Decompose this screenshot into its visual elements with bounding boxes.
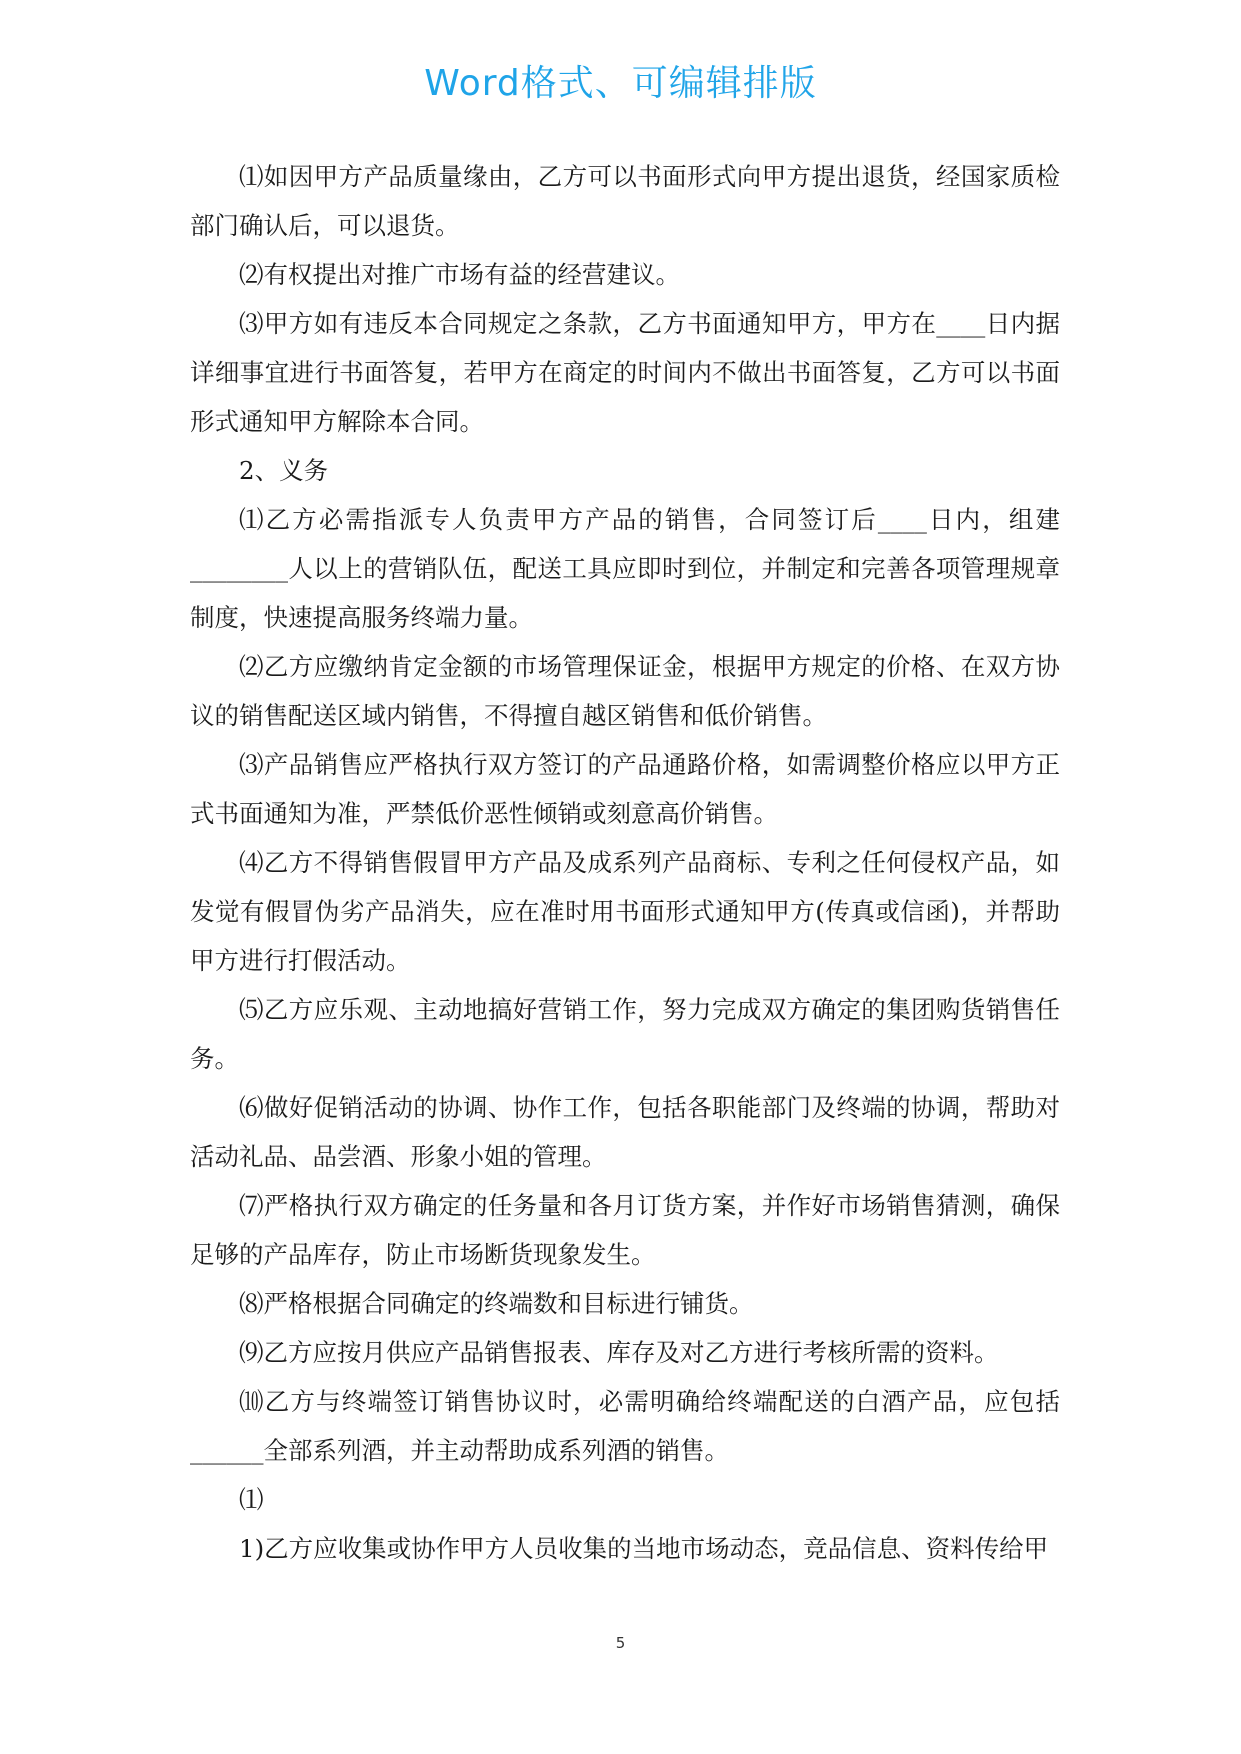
paragraph: ⑸乙方应乐观、主动地搞好营销工作，努力完成双方确定的集团购货销售任务。 <box>190 995 1060 1073</box>
paragraph: ⑹做好促销活动的协调、协作工作，包括各职能部门及终端的协调，帮助对活动礼品、品尝酒、形象小姐的管理。 <box>190 1093 1060 1171</box>
header-title: Word格式、可编辑排版 <box>424 63 817 104</box>
document-body <box>190 152 1060 1573</box>
paragraph: 1)乙方应收集或协作甲方人员收集的当地市场动态，竞品信息、资料传给甲 <box>239 1534 1049 1563</box>
paragraph: ⑴ <box>239 1485 264 1514</box>
paragraph: ⑴如因甲方产品质量缘由，乙方可以书面形式向甲方提出退货，经国家质检部门确认后，可以退货。 <box>190 162 1060 240</box>
page-number: 5 <box>615 1634 626 1652</box>
paragraph: ⑵有权提出对推广市场有益的经营建议。 <box>239 260 680 289</box>
paragraph: ⑴乙方必需指派专人负责甲方产品的销售，合同签订后____日内，组建________人以上的营销队伍，配送工具应即时到位，并制定和完善各项管理规章制度，快速提高服务终端力量。 <box>190 505 1060 632</box>
paragraph: ⑽乙方与终端签订销售协议时，必需明确给终端配送的白酒产品，应包括______全部系列酒，并主动帮助成系列酒的销售。 <box>190 1387 1060 1465</box>
section-heading: 2、义务 <box>239 456 329 485</box>
paragraph: ⑷乙方不得销售假冒甲方产品及成系列产品商标、专利之任何侵权产品，如发觉有假冒伪劣产品消失，应在准时用书面形式通知甲方(传真或信函)，并帮助甲方进行打假活动。 <box>190 848 1060 975</box>
paragraph: ⑼乙方应按月供应产品销售报表、库存及对乙方进行考核所需的资料。 <box>239 1338 999 1367</box>
paragraph: ⑺严格执行双方确定的任务量和各月订货方案，并作好市场销售猜测，确保足够的产品库存，防止市场断货现象发生。 <box>190 1191 1060 1269</box>
paragraph: ⑻严格根据合同确定的终端数和目标进行铺货。 <box>239 1289 754 1318</box>
paragraph: ⑵乙方应缴纳肯定金额的市场管理保证金，根据甲方规定的价格、在双方协议的销售配送区域内销售，不得擅自越区销售和低价销售。 <box>190 652 1060 730</box>
paragraph: ⑶产品销售应严格执行双方签订的产品通路价格，如需调整价格应以甲方正式书面通知为准，严禁低价恶性倾销或刻意高价销售。 <box>190 750 1060 828</box>
paragraph: ⑶甲方如有违反本合同规定之条款，乙方书面通知甲方，甲方在____日内据详细事宜进行书面答复，若甲方在商定的时间内不做出书面答复，乙方可以书面形式通知甲方解除本合同。 <box>190 309 1060 436</box>
